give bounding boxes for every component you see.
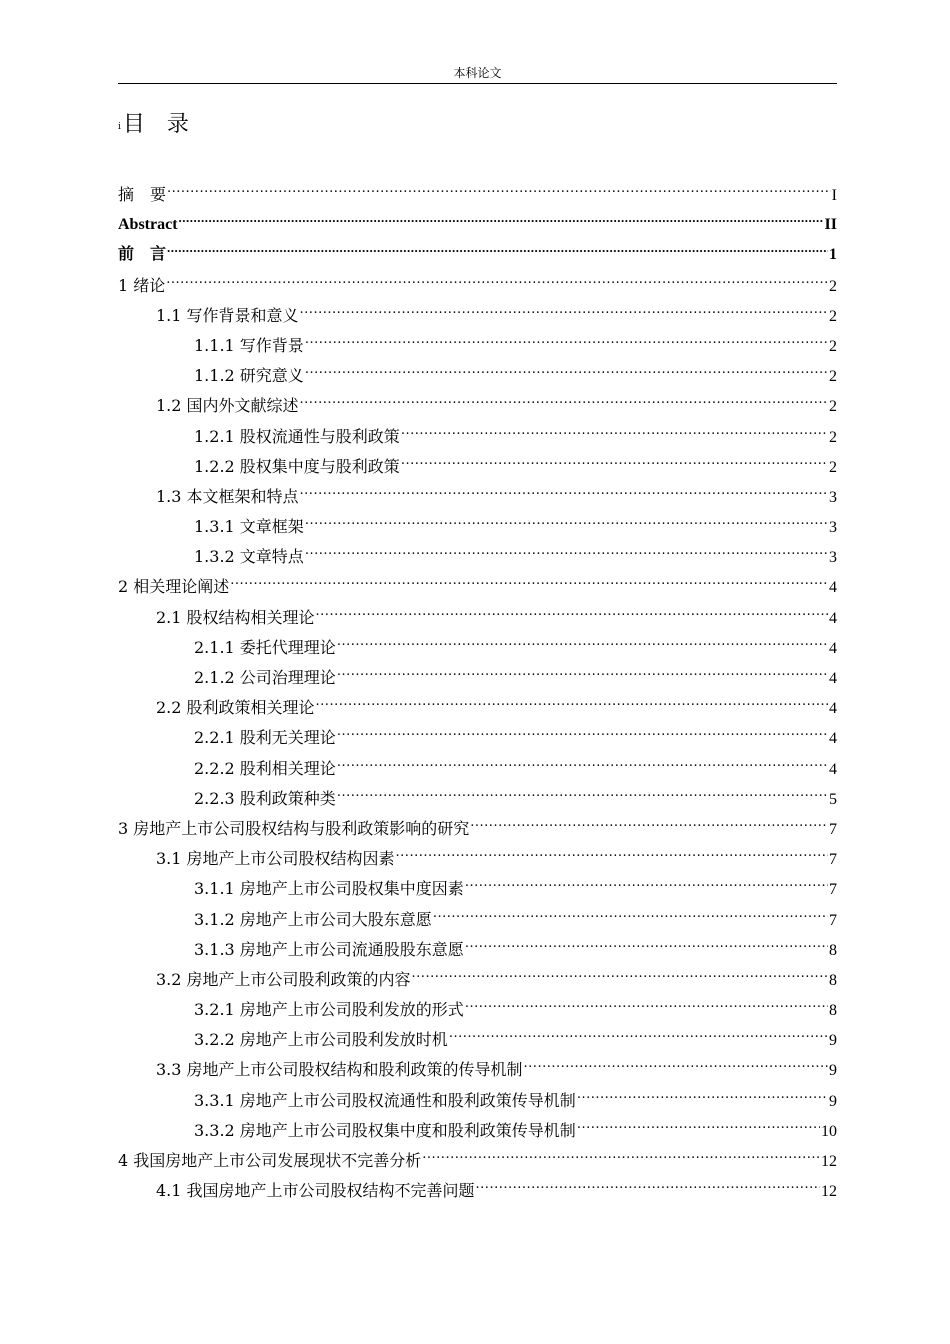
toc-dot-leader [166,277,828,291]
toc-entry[interactable] [118,1086,837,1116]
toc-entry-page-number: 8 [829,941,837,959]
table-of-contents [118,180,837,1206]
toc-entry-page-number: 2 [829,277,837,295]
toc-dot-leader [337,729,828,743]
toc-title-text: 目 录 [122,112,189,137]
toc-entry-page-number: 4 [829,730,837,748]
toc-entry[interactable] [118,271,837,301]
toc-entry[interactable] [118,422,837,452]
toc-entry-label: 3.1.2 房地产上市公司大股东意愿 [194,909,432,929]
toc-dot-leader [167,186,831,200]
toc-entry[interactable] [118,301,837,331]
toc-dot-leader [577,1122,820,1136]
toc-entry-label: 2.1.2 公司治理理论 [194,668,336,687]
toc-dot-leader [465,880,828,894]
toc-dot-leader [412,971,828,985]
toc-entry-label: 1.3.1 文章框架 [194,517,304,537]
toc-dot-leader [300,307,828,321]
toc-entry-label: 前 言 [118,246,167,264]
toc-entry-page-number: 4 [829,639,837,657]
toc-entry[interactable] [118,603,837,633]
toc-entry-page-number: 1 [829,246,837,264]
toc-entry-label: 3.1.1 房地产上市公司股权集中度因素 [194,879,464,899]
toc-entry[interactable] [118,482,837,512]
toc-entry-page-number: 8 [829,1002,837,1020]
toc-entry-label: 3 房地产上市公司股权结构与股利政策影响的研究 [118,818,470,838]
toc-entry[interactable] [118,814,837,844]
toc-entry[interactable] [118,1055,837,1085]
toc-entry-label: 3.1.3 房地产上市公司流通股股东意愿 [194,939,464,959]
toc-entry-page-number: 7 [829,820,837,838]
toc-entry-page-number: 9 [829,1062,837,1080]
toc-entry-label: 3.3.1 房地产上市公司股权流通性和股利政策传导机制 [194,1090,576,1110]
toc-dot-leader [449,1031,828,1045]
toc-entry[interactable] [118,361,837,391]
toc-entry-page-number: 4 [829,760,837,778]
toc-entry-label: 2.1.1 委托代理理论 [194,637,336,657]
toc-entry-page-number: 12 [821,1183,837,1201]
toc-dot-leader [396,850,828,864]
toc-entry[interactable] [118,995,837,1025]
toc-entry[interactable] [118,512,837,542]
toc-dot-leader [305,548,828,562]
toc-dot-leader [300,397,828,411]
toc-entry-label: 3.2.2 房地产上市公司股利发放时机 [194,1030,448,1050]
toc-entry-label: 摘 要 [118,185,167,204]
toc-entry-label: 2.2.3 股利政策种类 [194,788,336,808]
toc-title [118,111,189,139]
toc-dot-leader [179,215,824,229]
toc-entry-page-number: I [831,187,837,204]
toc-dot-leader [300,488,828,502]
toc-entry-page-number: II [824,216,837,234]
toc-entry-label: 3.2.1 房地产上市公司股利发放的形式 [194,1000,464,1020]
title-marker: i [118,122,121,132]
toc-dot-leader [433,911,828,925]
toc-entry[interactable] [118,1146,837,1176]
toc-entry-page-number: 2 [829,428,837,446]
toc-entry-label: 3.3.2 房地产上市公司股权集中度和股利政策传导机制 [194,1120,576,1140]
toc-entry-page-number: 2 [829,337,837,355]
toc-entry[interactable] [118,180,837,210]
running-header: 本科论文 [453,66,502,80]
toc-entry[interactable] [118,452,837,482]
toc-entry[interactable] [118,391,837,421]
toc-entry-page-number: 3 [829,488,837,506]
toc-entry[interactable] [118,240,837,270]
toc-entry[interactable] [118,542,837,572]
toc-entry-label: 2 相关理论阐述 [118,577,230,597]
toc-entry-page-number: 7 [829,881,837,899]
toc-dot-leader [316,699,828,713]
toc-entry-page-number: 10 [821,1122,837,1140]
toc-entry-page-number: 5 [829,790,837,808]
toc-entry-page-number: 4 [829,609,837,627]
toc-entry-page-number: 3 [829,519,837,537]
toc-dot-leader [167,245,828,259]
toc-entry[interactable] [118,1116,837,1146]
toc-entry-label: 1.1.2 研究意义 [194,366,304,386]
toc-entry-label: 3.1 房地产上市公司股权结构因素 [156,849,395,869]
toc-dot-leader [305,518,828,532]
toc-entry-label: 3.3 房地产上市公司股权结构和股利政策的传导机制 [156,1060,523,1080]
toc-entry-label: 1.2.2 股权集中度与股利政策 [194,456,400,476]
toc-entry[interactable] [118,210,837,240]
toc-entry-label: 2.2.1 股利无关理论 [194,728,336,748]
toc-entry-page-number: 2 [829,307,837,325]
toc-entry-label: Abstract [118,216,178,234]
toc-entry-label: 4.1 我国房地产上市公司股权结构不完善问题 [156,1181,475,1201]
toc-entry-label: 1.3 本文框架和特点 [156,486,299,506]
toc-dot-leader [305,367,828,381]
toc-entry-label: 1.2.1 股权流通性与股利政策 [194,426,400,446]
toc-entry-page-number: 2 [829,458,837,476]
toc-entry-page-number: 9 [829,1032,837,1050]
toc-dot-leader [401,428,828,442]
toc-entry[interactable] [118,1025,837,1055]
toc-entry[interactable] [118,1176,837,1206]
toc-entry-page-number: 2 [829,398,837,416]
toc-dot-leader [465,941,828,955]
toc-entry-page-number: 3 [829,549,837,567]
toc-entry-page-number: 4 [829,579,837,597]
toc-dot-leader [305,337,828,351]
toc-dot-leader [401,458,828,472]
toc-dot-leader [316,609,828,623]
toc-entry[interactable] [118,844,837,874]
toc-dot-leader [337,760,828,774]
toc-entry[interactable] [118,663,837,693]
toc-entry[interactable] [118,331,837,361]
toc-entry-label: 2.2.2 股利相关理论 [194,758,336,778]
toc-dot-leader [337,669,828,683]
toc-entry-page-number: 4 [829,670,837,687]
toc-dot-leader [230,578,828,592]
toc-dot-leader [422,1152,820,1166]
toc-entry-label: 1.1.1 写作背景 [194,335,304,355]
toc-entry-label: 1.2 国内外文献综述 [156,396,299,416]
toc-entry-page-number: 7 [829,851,837,869]
toc-entry-page-number: 8 [829,971,837,989]
toc-entry-label: 3.2 房地产上市公司股利政策的内容 [156,969,411,989]
toc-entry[interactable] [118,874,837,904]
toc-entry-label: 1 绪论 [118,275,166,295]
toc-entry[interactable] [118,965,837,995]
toc-entry-page-number: 4 [829,700,837,718]
toc-entry[interactable] [118,693,837,723]
toc-entry-label: 4 我国房地产上市公司发展现状不完善分析 [118,1151,422,1170]
toc-entry-page-number: 9 [829,1092,837,1110]
toc-entry-page-number: 2 [829,368,837,386]
toc-entry[interactable] [118,905,837,935]
toc-entry[interactable] [118,784,837,814]
toc-entry[interactable] [118,572,837,602]
toc-entry[interactable] [118,633,837,663]
toc-dot-leader [577,1092,828,1106]
toc-dot-leader [337,639,828,653]
toc-dot-leader [524,1061,828,1075]
toc-entry[interactable] [118,723,837,753]
toc-entry-label: 1.3.2 文章特点 [194,547,304,567]
toc-dot-leader [470,820,828,834]
toc-entry-label: 1.1 写作背景和意义 [156,305,299,325]
toc-entry-page-number: 7 [829,911,837,929]
toc-entry-page-number: 12 [821,1153,837,1170]
toc-entry-label: 2.2 股利政策相关理论 [156,698,315,718]
header-rule [118,83,837,84]
toc-entry[interactable] [118,754,837,784]
toc-entry-label: 2.1 股权结构相关理论 [156,607,315,627]
toc-dot-leader [465,1001,828,1015]
toc-dot-leader [476,1182,820,1196]
toc-dot-leader [337,790,828,804]
toc-entry[interactable] [118,935,837,965]
